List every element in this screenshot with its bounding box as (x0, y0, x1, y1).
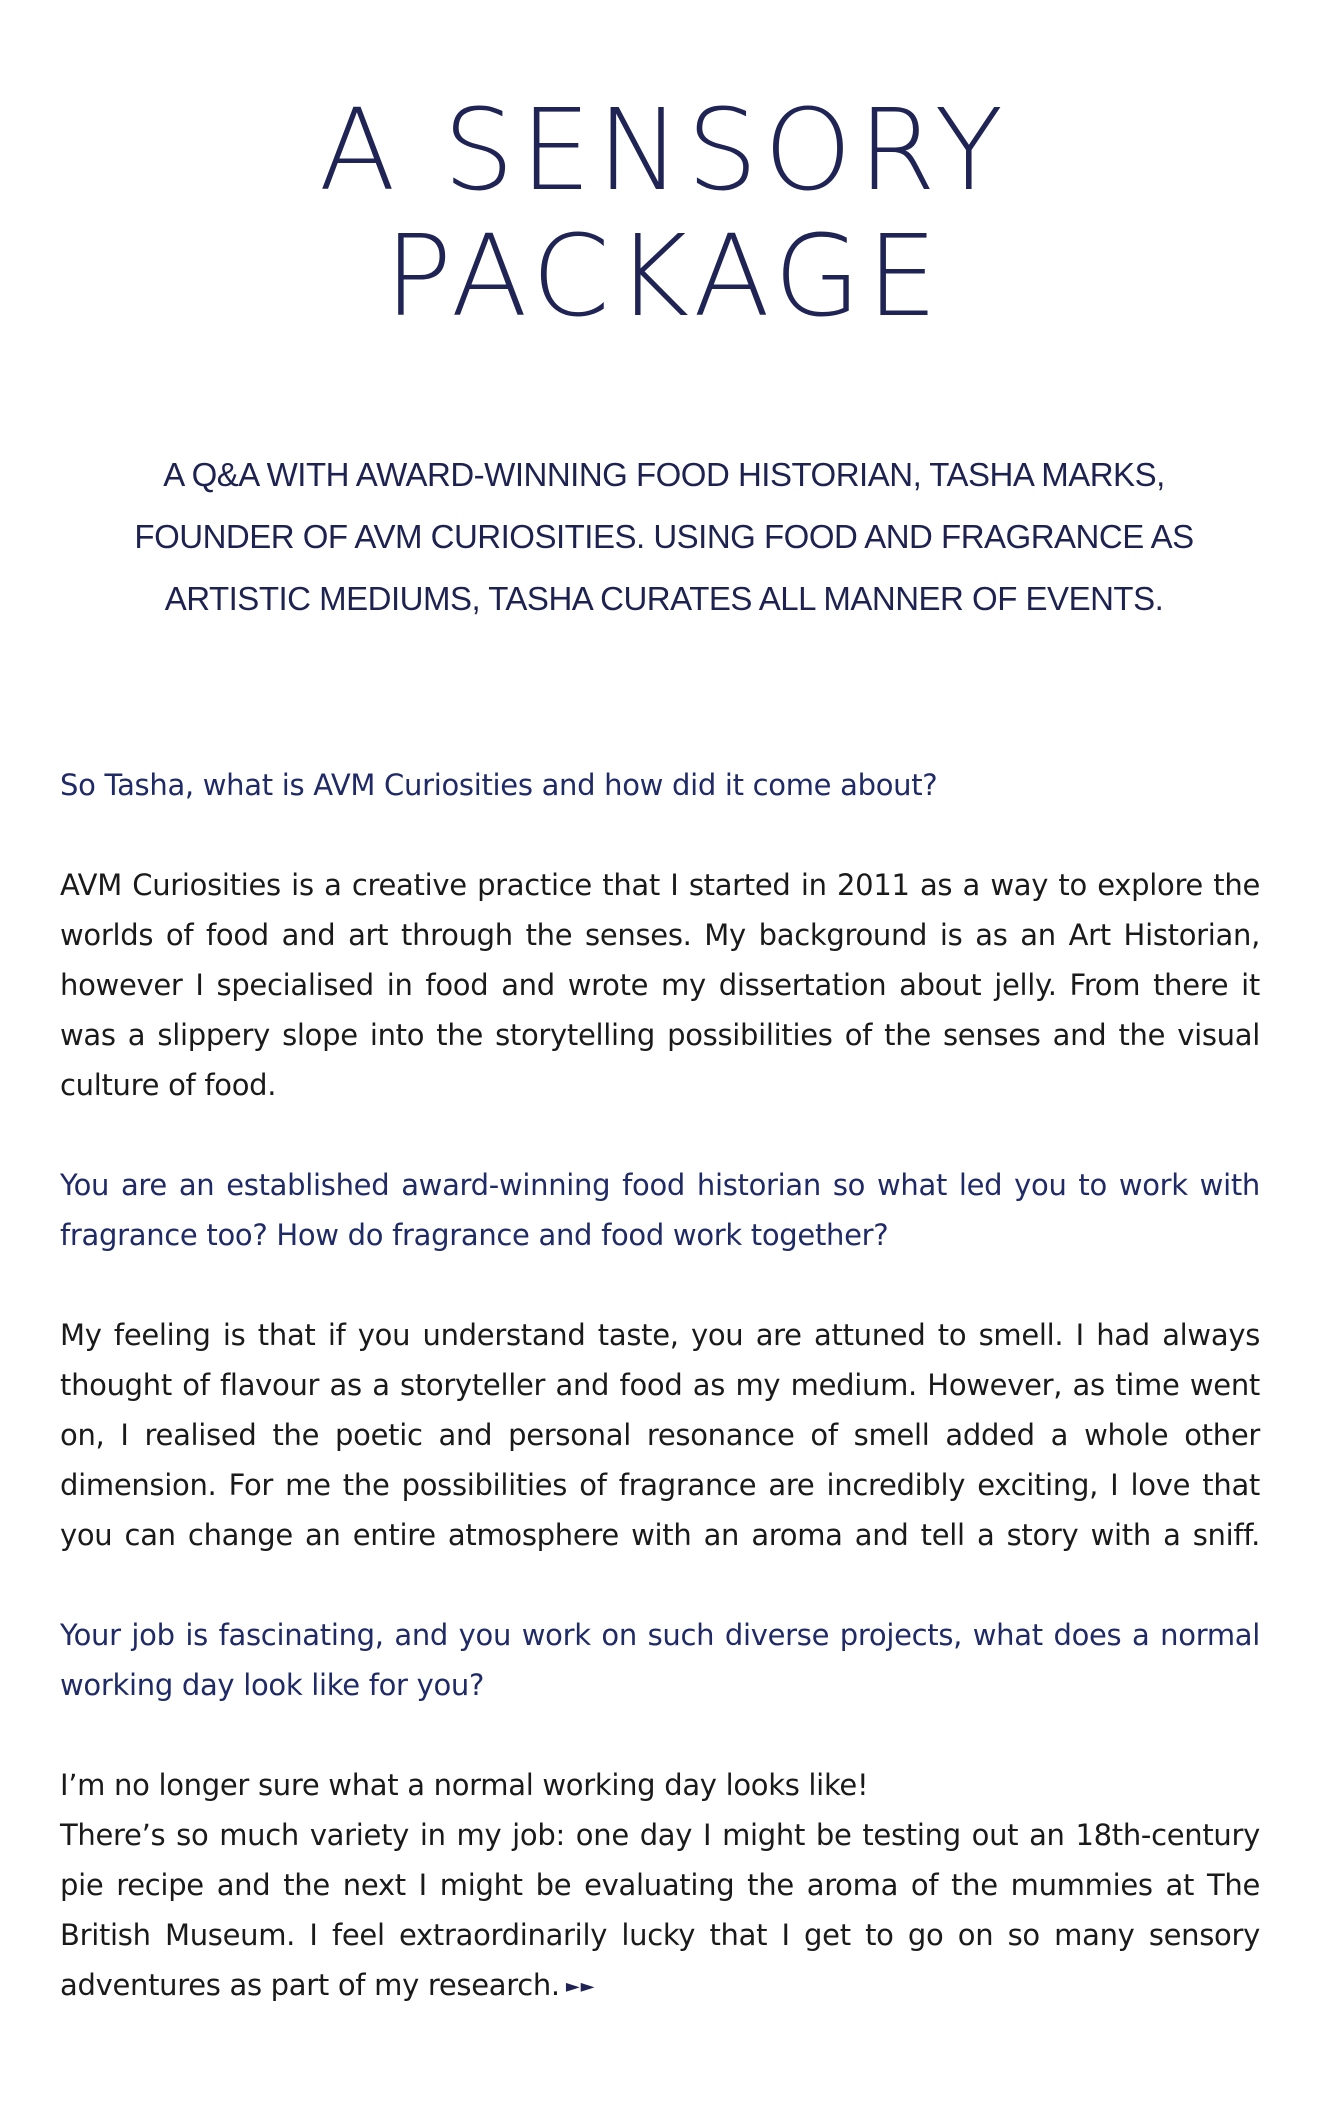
answer-2-line: you can change an entire atmosphere with an aroma and tell a story with a sniff. (60, 1518, 1260, 1552)
question-2-line: fragrance too? How do fragrance and food work together? (60, 1218, 889, 1252)
answer-1-line: was a slippery slope into the storytelling possibilities of the senses and the visual (60, 1018, 1260, 1052)
answer-1-line: culture of food. (60, 1068, 277, 1102)
question-3-line: working day look like for you? (60, 1668, 485, 1702)
answer-2-line: on, I realised the poetic and personal resonance of smell added a whole other (60, 1418, 1260, 1452)
title-line-2: PACKAGE (384, 212, 944, 342)
title-line-1: A SENSORY (318, 86, 1010, 216)
interview-body (60, 760, 1260, 2012)
answer-2-line: dimension. For me the possibilities of fragrance are incredibly exciting, I love that (60, 1468, 1260, 1502)
answer-2-line: thought of flavour as a storyteller and food as my medium. However, as time went (60, 1368, 1260, 1402)
question-1-line: So Tasha, what is AVM Curiosities and how did it come about? (60, 768, 938, 802)
question-2 (60, 1160, 1260, 1260)
answer-3 (60, 1760, 1260, 2012)
intro-standfirst (100, 444, 1228, 630)
answer-3-line: British Museum. I feel extraordinarily lucky that I get to go on so many sensory (60, 1918, 1260, 1952)
answer-1-line: worlds of food and art through the senses. My background is as an Art Historian, (60, 918, 1260, 952)
answer-3-line: adventures as part of my research. (60, 1968, 560, 2002)
standfirst-line-3: ARTISTIC MEDIUMS, TASHA CURATES ALL MANNER OF EVENTS. (164, 580, 1164, 617)
answer-1-line: AVM Curiosities is a creative practice that I started in 2011 as a way to explore the (60, 868, 1260, 902)
answer-3-line: There’s so much variety in my job: one day I might be testing out an 18th-century (60, 1818, 1260, 1852)
question-1 (60, 760, 1260, 810)
answer-1 (60, 860, 1260, 1110)
answer-3-line: pie recipe and the next I might be evaluating the aroma of the mummies at The (60, 1868, 1260, 1902)
answer-2-line: My feeling is that if you understand taste, you are attuned to smell. I had always (60, 1318, 1260, 1352)
answer-3-last-line (60, 1960, 1260, 2012)
answer-3-line: I’m no longer sure what a normal working day looks like! (60, 1768, 869, 1802)
answer-2 (60, 1310, 1260, 1560)
answer-1-line: however I specialised in food and wrote my dissertation about jelly. From there it (60, 968, 1260, 1002)
continue-arrows-icon: ►► (565, 1976, 596, 1997)
page-title (0, 88, 1328, 340)
question-3-line: Your job is fascinating, and you work on such diverse projects, what does a normal (60, 1618, 1260, 1652)
standfirst-line-1: A Q&A WITH AWARD-WINNING FOOD HISTORIAN, TASHA MARKS, (163, 456, 1165, 493)
standfirst-line-2: FOUNDER OF AVM CURIOSITIES. USING FOOD AND FRAGRANCE AS (134, 518, 1194, 555)
question-2-line: You are an established award-winning food historian so what led you to work with (60, 1168, 1260, 1202)
question-3 (60, 1610, 1260, 1710)
